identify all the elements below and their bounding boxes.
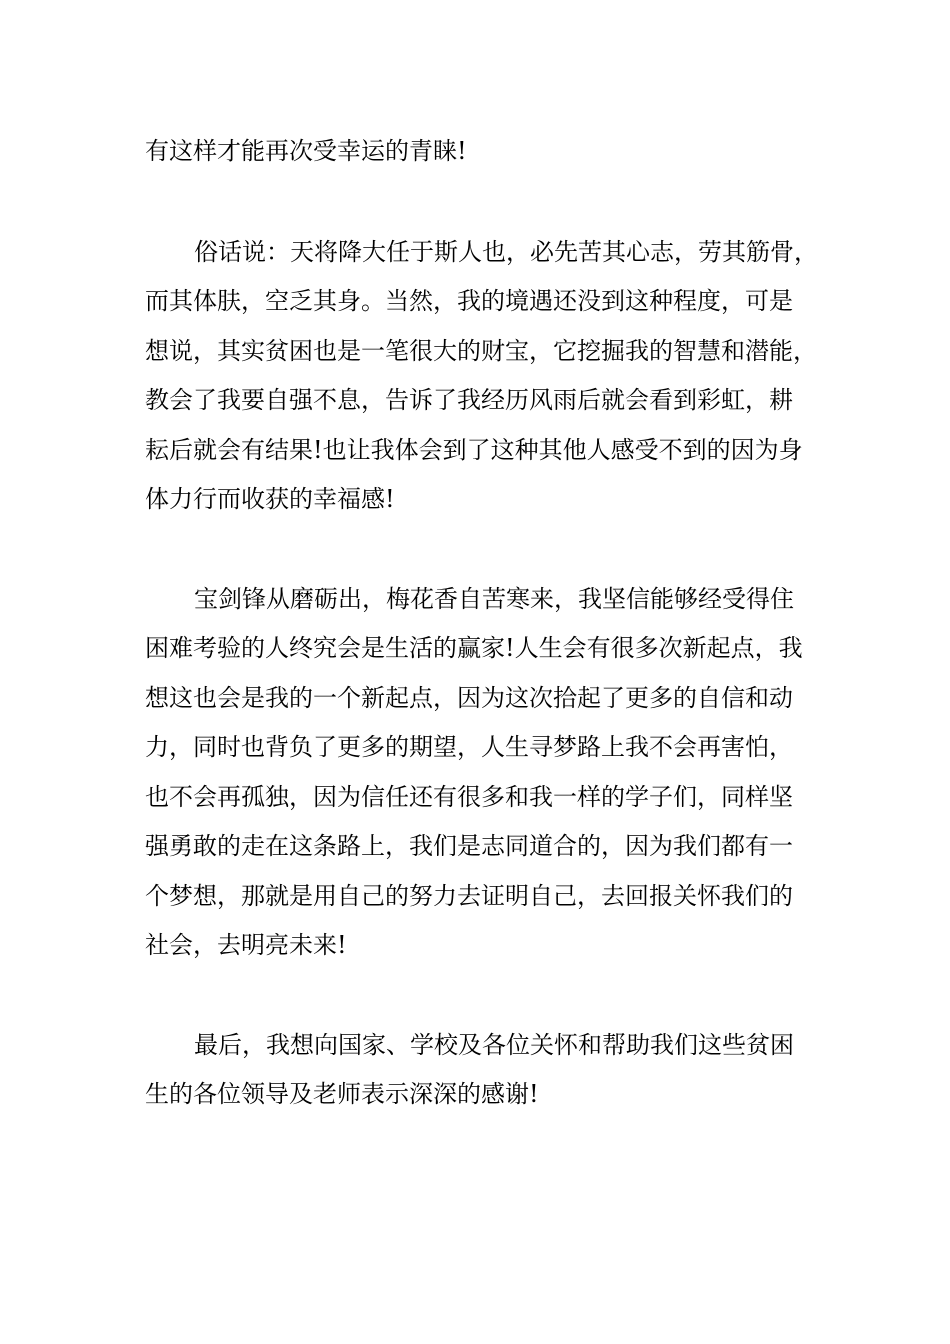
paragraph-line: 生的各位领导及老师表示深深的感谢! bbox=[145, 1080, 539, 1108]
paragraph-line: 教会了我要自强不息，告诉了我经历风雨后就会看到彩虹，耕 bbox=[145, 386, 793, 414]
paragraph-line: 社会，去明亮未来! bbox=[145, 931, 347, 959]
paragraph-line: 强勇敢的走在这条路上，我们是志同道合的，因为我们都有一 bbox=[145, 832, 793, 860]
paragraph-line: 想说，其实贫困也是一笔很大的财宝，它挖掘我的智慧和潜能， bbox=[145, 337, 817, 365]
paragraph-line: 困难考验的人终究会是生活的赢家!人生会有很多次新起点，我 bbox=[145, 634, 803, 662]
paragraph-line: 力，同时也背负了更多的期望，人生寻梦路上我不会再害怕， bbox=[145, 733, 793, 761]
paragraph-line: 个梦想，那就是用自己的努力去证明自己，去回报关怀我们的 bbox=[145, 882, 793, 910]
paragraph-line: 有这样才能再次受幸运的青睐! bbox=[145, 137, 467, 165]
paragraph-line: 而其体肤，空乏其身。当然，我的境遇还没到这种程度，可是 bbox=[145, 287, 793, 315]
paragraph-line: 体力行而收获的幸福感! bbox=[145, 485, 395, 513]
paragraph-line: 耘后就会有结果!也让我体会到了这种其他人感受不到的因为身 bbox=[145, 436, 803, 464]
paragraph-line: 俗话说：天将降大任于斯人也，必先苦其心志，劳其筋骨， bbox=[194, 238, 818, 266]
paragraph-line: 宝剑锋从磨砺出，梅花香自苦寒来，我坚信能够经受得住 bbox=[194, 585, 794, 613]
paragraph-line: 想这也会是我的一个新起点，因为这次拾起了更多的自信和动 bbox=[145, 684, 793, 712]
paragraph-line: 也不会再孤独，因为信任还有很多和我一样的学子们，同样坚 bbox=[145, 783, 793, 811]
paragraph-line: 最后，我想向国家、学校及各位关怀和帮助我们这些贫困 bbox=[194, 1031, 794, 1059]
